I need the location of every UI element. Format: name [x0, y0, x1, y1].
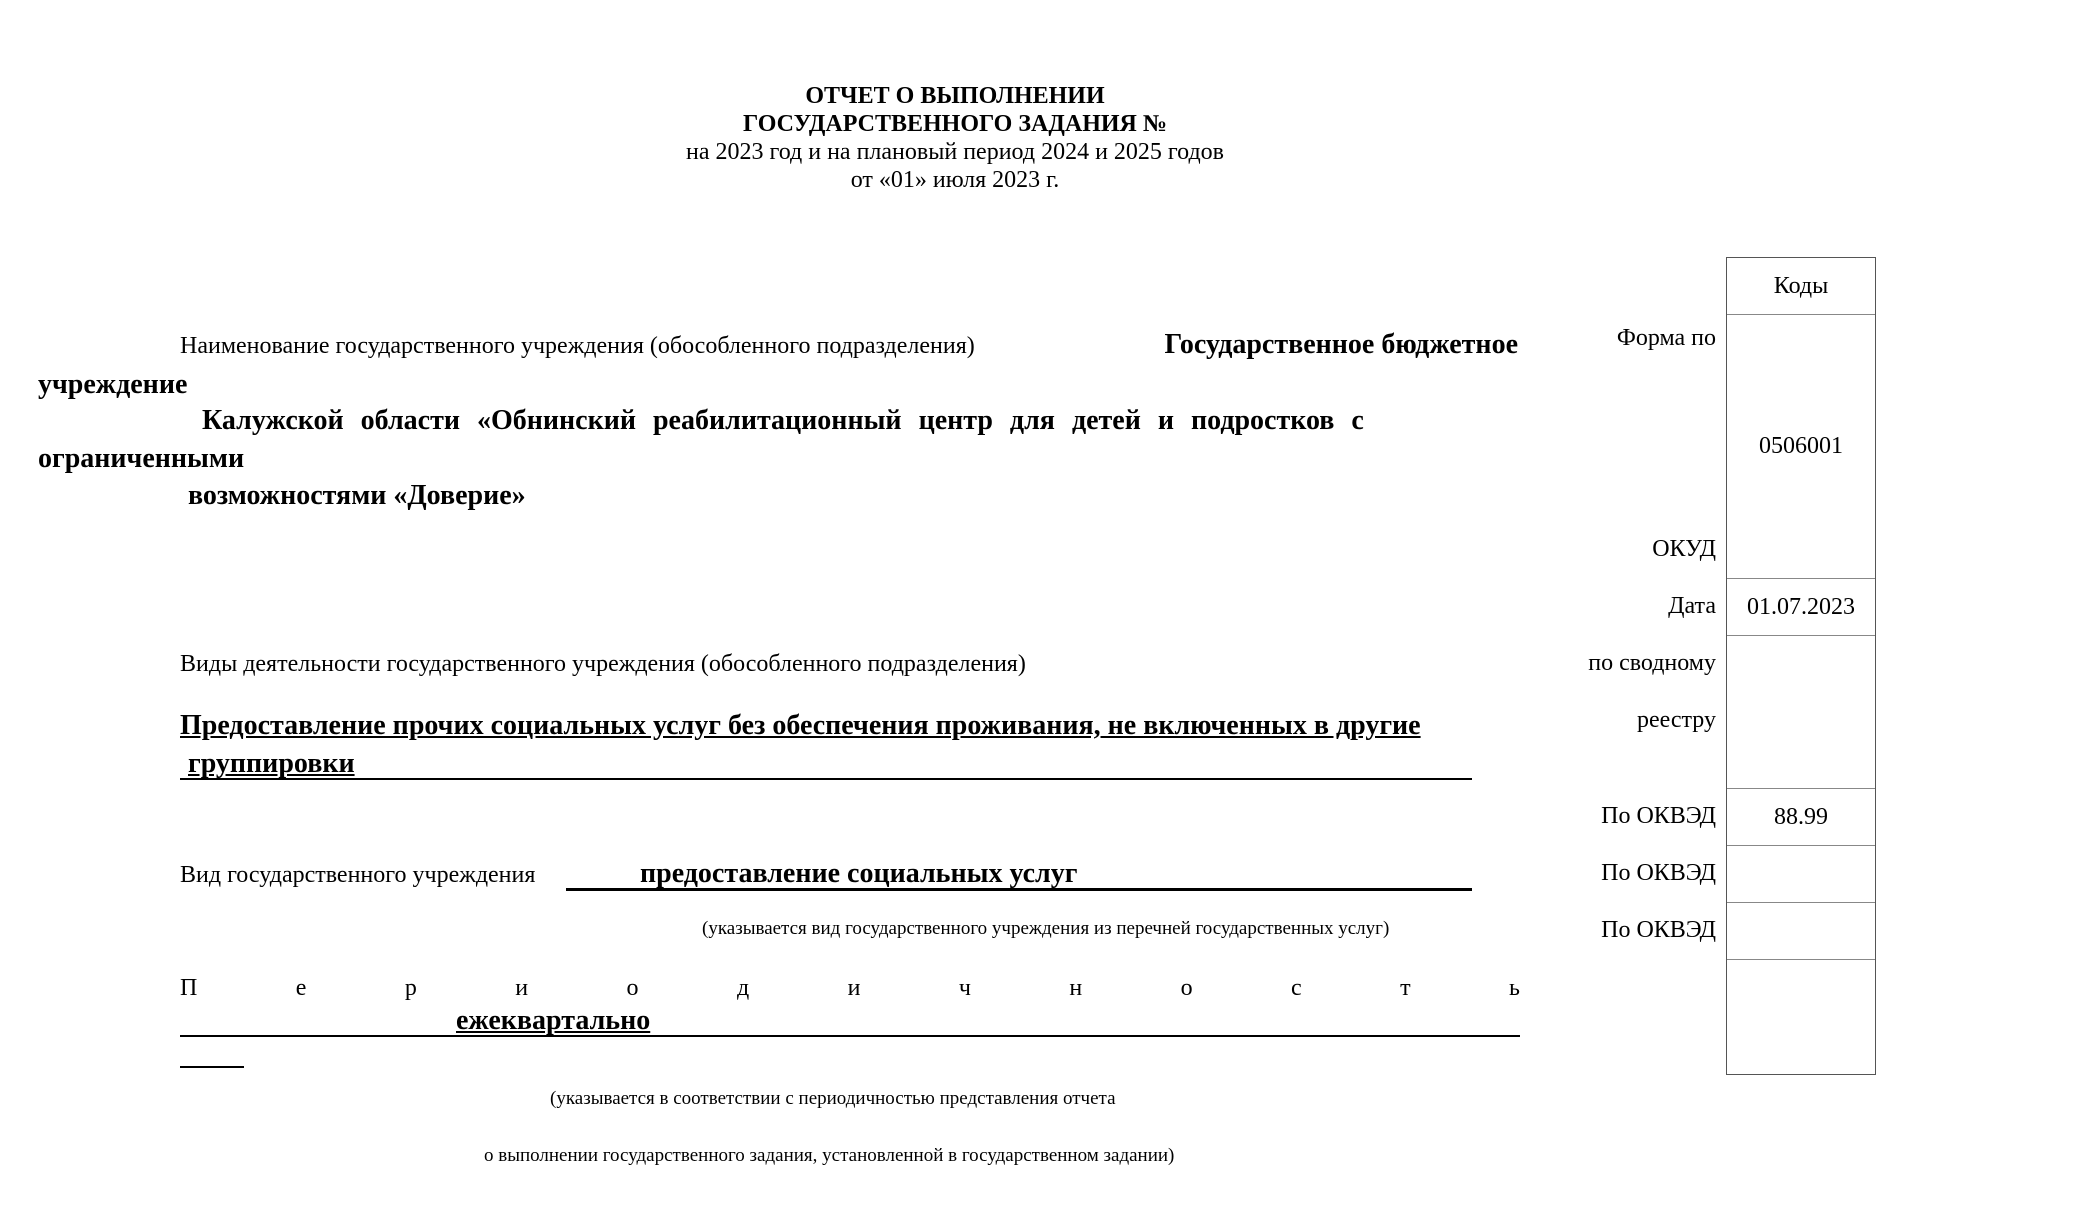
date-label: Дата — [1668, 593, 1716, 619]
institution-label: Наименование государственного учреждения (обособленного подразделения) — [180, 333, 975, 359]
periodicity-letter: о — [1180, 975, 1193, 1001]
periodicity-letter: е — [295, 975, 307, 1001]
okud-cell — [1727, 315, 1875, 579]
periodicity-value-row — [180, 1005, 1520, 1037]
report-title-line1: ОТЧЕТ О ВЫПОЛНЕНИИ — [805, 83, 1105, 109]
okved1-value: 88.99 — [1774, 803, 1828, 830]
report-period: на 2023 год и на плановый период 2024 и 2025 годов — [685, 139, 1225, 165]
periodicity-letter: т — [1400, 975, 1411, 1001]
periodicity-letter: о — [626, 975, 639, 1001]
codes-header-text: Коды — [1773, 272, 1829, 299]
periodicity-letter: ь — [1509, 975, 1520, 1001]
date-cell — [1727, 579, 1875, 636]
activity-value-line1: Предоставление прочих социальных услуг без обеспечения проживания, не включенных в другие — [180, 710, 1421, 741]
codes-header — [1727, 258, 1875, 315]
institution-name-part2: учреждение — [38, 369, 188, 400]
periodicity-letter: н — [1069, 975, 1083, 1001]
periodicity-letter: ч — [958, 975, 971, 1001]
okved3-label: По ОКВЭД — [1601, 917, 1716, 943]
empty-cell — [1727, 960, 1875, 1074]
institution-name-part5: возможностями «Доверие» — [188, 480, 526, 511]
report-header — [0, 82, 1910, 194]
report-title-line2: ГОСУДАРСТВЕННОГО ЗАДАНИЯ № — [743, 111, 1167, 137]
periodicity-letter: и — [847, 975, 861, 1001]
activity-value-line2: группировки — [188, 748, 355, 779]
periodicity-note-2: о выполнении государственного задания, установленной в государственном задании) — [484, 1145, 1175, 1166]
periodicity-value: ежеквартально — [456, 1005, 651, 1036]
okved1-label: По ОКВЭД — [1601, 803, 1716, 829]
form-label: Форма по — [1616, 325, 1716, 351]
periodicity-letter: д — [736, 975, 750, 1001]
codes-table — [1726, 257, 1876, 1075]
okved1-cell — [1727, 789, 1875, 846]
institution-name-part3: Калужской области «Обнинский реабилитационный центр для детей и подростков с — [202, 405, 1364, 436]
activity-value-line2-row — [180, 748, 1472, 780]
okved3-cell — [1727, 903, 1875, 960]
report-date: от «01» июля 2023 г. — [850, 167, 1060, 193]
periodicity-letter: р — [404, 975, 417, 1001]
institution-name-part4: ограниченными — [38, 443, 245, 474]
okved2-cell — [1727, 846, 1875, 903]
periodicity-letter: П — [180, 975, 198, 1001]
type-note: (указывается вид государственного учреждения из перечней государственных услуг) — [702, 918, 1390, 939]
type-value: предоставление социальных услуг — [640, 858, 1078, 889]
periodicity-letter: и — [515, 975, 529, 1001]
registry-cell — [1727, 636, 1875, 789]
okud-value: 0506001 — [1759, 433, 1843, 459]
date-value: 01.07.2023 — [1747, 593, 1855, 620]
okved2-label: По ОКВЭД — [1601, 860, 1716, 886]
periodicity-tail-line — [180, 1066, 244, 1068]
institution-name-part1: Государственное бюджетное — [1164, 329, 1518, 360]
type-value-row — [566, 858, 1472, 891]
registry-label-1: по сводному — [1588, 650, 1716, 676]
type-label: Вид государственного учреждения — [180, 862, 536, 888]
periodicity-label — [180, 975, 1520, 1002]
activity-label: Виды деятельности государственного учреждения (обособленного подразделения) — [180, 651, 1026, 677]
periodicity-note-1: (указывается в соответствии с периодичностью представления отчета — [550, 1088, 1116, 1109]
okud-label: ОКУД — [1652, 536, 1716, 562]
registry-label-2: реестру — [1636, 707, 1716, 733]
periodicity-letter: с — [1291, 975, 1302, 1001]
